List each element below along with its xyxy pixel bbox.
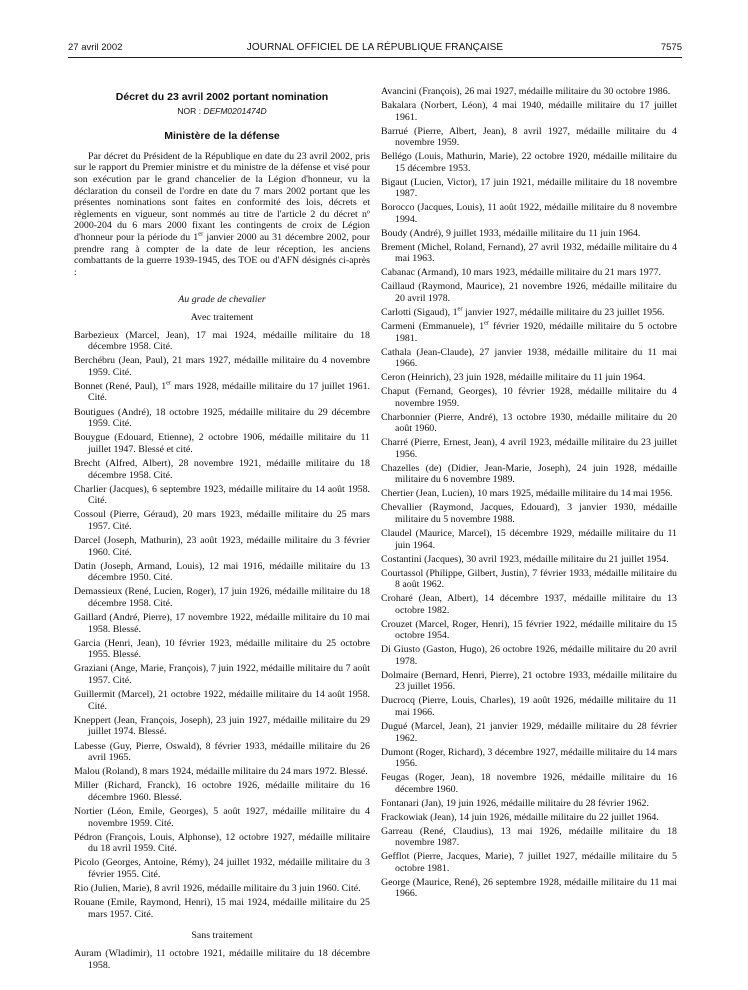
decret-title: Décret du 23 avril 2002 portant nomination — [115, 91, 329, 103]
sans-traitement-list — [74, 948, 370, 971]
nomination-entry: Boudy (André), 9 juillet 1933, médaille militaire du 11 juin 1964. — [381, 227, 641, 239]
nomination-entry: Feugas (Roger, Jean), 18 novembre 1926, médaille militaire du 16 décembre 1960. — [381, 772, 677, 795]
nomination-entry: Crouzet (Marcel, Roger, Henri), 15 février 1922, médaille militaire du 15 octobre 1954. — [381, 618, 677, 642]
nomination-entry: Ceron (Heinrich), 23 juin 1928, médaille militaire du 11 juin 1964. — [381, 372, 646, 384]
nomination-entry: Chazelles (de) (Didier, Jean-Marie, Joseph), 24 juin 1928, médaille militaire du 6 novembre 1989. — [381, 462, 677, 486]
right-column — [381, 86, 677, 902]
nomination-entry: Cossoul (Pierre, Géraud), 20 mars 1923, médaille militaire du 25 mars 1957. Cité. — [74, 509, 370, 532]
nomination-entry: Chevallier (Raymond, Jacques, Edouard), 3 janvier 1930, médaille militaire du 5 novembre 1988. — [381, 502, 677, 526]
nomination-entry: Rouane (Emile, Raymond, Henri), 15 mai 1924, médaille militaire du 25 mars 1957. Cité. — [74, 897, 370, 920]
nomination-entry: Rio (Julien, Marie), 8 avril 1926, médaille militaire du 3 juin 1960. Cité. — [74, 883, 361, 895]
nomination-entry: Pédron (François, Louis, Alphonse), 12 octobre 1927, médaille militaire du 18 avril 1959. Cité. — [74, 831, 370, 855]
nomination-entry: Garreau (René, Claudius), 13 mai 1926, médaille militaire du 18 novembre 1987. — [381, 825, 677, 849]
nomination-entry: Cabanac (Armand), 10 mars 1923, médaille militaire du 21 mars 1977. — [381, 267, 661, 279]
nomination-entry: Charbonnier (Pierre, André), 13 octobre 1930, médaille militaire du 20 août 1960. — [381, 411, 677, 435]
nomination-entry: Guillermit (Marcel), 21 octobre 1922, médaille militaire du 14 août 1958. Cité. — [74, 689, 370, 712]
left-column — [74, 86, 370, 974]
nomination-entry: Carlotti (Sigaud), 1er janvier 1927, médaille militaire du 23 juillet 1956. — [381, 305, 665, 318]
nor-code: DEFM0201474D — [203, 105, 267, 116]
nomination-entry: Dugué (Marcel, Jean), 21 janvier 1929, médaille militaire du 28 février 1962. — [381, 721, 677, 744]
nomination-entry: Boutigues (André), 18 octobre 1925, médaille militaire du 29 décembre 1959. Cité. — [74, 406, 370, 430]
nomination-entry: Gaillard (André, Pierre), 17 novembre 1922, médaille militaire du 10 mai 1958. Blessé. — [74, 612, 370, 635]
page-number: 7575 — [660, 42, 682, 53]
nomination-entry: Borocco (Jacques, Louis), 11 août 1922, médaille militaire du 8 novembre 1994. — [381, 202, 677, 225]
nomination-entry: Frackowiak (Jean), 14 juin 1926, médaille militaire du 22 juillet 1964. — [381, 811, 659, 823]
decret-preamble: Par décret du Président de la République en date du 23 avril 2002, pris sur le rapport du Premier ministre et du ministre de la défense et visé pour son exécution par le grand chancelier de la Légion d'honneur, vu la déclaration du conseil de l'ordre en date du 7 mars 2002 portant que les présentes nominations sont faites en conformité des lois, décrets et règlements en vigueur, sont nommés au titre de l'article 2 du décret nº 2000-204 du 6 mars 2000 fixant les contingents de croix de Légion d'honneur pour la période du 1er janvier 2000 au 31 décembre 2002, pour prendre rang à compter de la date de leur réception, les anciens combattants de la guerre 1939-1945, des TOE ou d'AFN désignés ci-après : — [74, 150, 370, 278]
nomination-entry: Charlier (Jacques), 6 septembre 1923, médaille militaire du 14 août 1958. Cité. — [74, 483, 370, 507]
nomination-entry: Charré (Pierre, Ernest, Jean), 4 avril 1923, médaille militaire du 23 juillet 1956. — [381, 437, 677, 460]
sans-traitement-heading: Sans traitement — [191, 930, 253, 942]
nomination-entry: Bakalara (Norbert, Léon), 4 mai 1940, médaille militaire du 17 juillet 1961. — [381, 99, 677, 123]
nomination-entry: Dolmaire (Bernard, Henri, Pierre), 21 octobre 1933, médaille militaire du 23 juillet 1956. — [381, 669, 677, 693]
nomination-entry: Bigaut (Lucien, Victor), 17 juin 1921, médaille militaire du 18 novembre 1987. — [381, 176, 677, 200]
nomination-entry: Datin (Joseph, Armand, Louis), 12 mai 1916, médaille militaire du 13 décembre 1950. Cité. — [74, 560, 370, 584]
header-rule — [68, 57, 682, 58]
grade-heading: Au grade de chevalier — [178, 294, 266, 306]
nomination-entry: Dumont (Roger, Richard), 3 décembre 1927, médaille militaire du 14 mars 1956. — [381, 746, 677, 770]
nomination-entry: Labesse (Guy, Pierre, Oswald), 8 février 1933, médaille militaire du 26 avril 1965. — [74, 740, 370, 764]
nomination-entry: Garcia (Henri, Jean), 10 février 1923, médaille militaire du 25 octobre 1955. Blessé. — [74, 637, 370, 661]
nomination-entry: Gefflot (Pierre, Jacques, Marie), 7 juillet 1927, médaille militaire du 5 octobre 1981. — [381, 851, 677, 874]
nomination-entry: George (Maurice, René), 26 septembre 1928, médaille militaire du 11 mai 1966. — [381, 876, 677, 900]
journal-title: JOURNAL OFFICIEL DE LA RÉPUBLIQUE FRANÇAISE — [246, 42, 504, 53]
nomination-entry: Nortier (Léon, Emile, Georges), 5 août 1927, médaille militaire du 4 novembre 1959. Cité. — [74, 805, 370, 829]
nomination-entry: Courtassol (Philippe, Gilbert, Justin), 7 février 1933, médaille militaire du 8 août 1962. — [381, 567, 677, 591]
nor-reference — [74, 106, 370, 118]
page-header — [68, 42, 682, 56]
nomination-entry: Brement (Michel, Roland, Fernand), 27 avril 1932, médaille militaire du 4 mai 1963. — [381, 241, 677, 265]
nomination-entry: Kneppert (Jean, François, Joseph), 23 juin 1927, médaille militaire du 29 juillet 1974. Blessé. — [74, 714, 370, 738]
nomination-entry: Carmeni (Emmanuele), 1er février 1920, médaille militaire du 5 octobre 1981. — [381, 319, 677, 344]
nomination-entry: Barbezieux (Marcel, Jean), 17 mai 1924, médaille militaire du 18 décembre 1958. Cité. — [74, 329, 370, 353]
nomination-entry: Darcel (Joseph, Mathurin), 23 août 1923, médaille militaire du 3 février 1960. Cité. — [74, 535, 370, 558]
sans-traitement-list-continued — [381, 86, 677, 900]
nomination-entry: Avancini (François), 26 mai 1927, médaille militaire du 30 octobre 1986. — [381, 86, 671, 97]
nomination-entry: Malou (Roland), 8 mars 1924, médaille militaire du 24 mars 1972. Blessé. — [74, 766, 368, 778]
nomination-entry: Brecht (Alfred, Albert), 28 novembre 1921, médaille militaire du 18 décembre 1958. Cité. — [74, 457, 370, 481]
nomination-entry: Barrué (Pierre, Albert, Jean), 8 avril 1927, médaille militaire du 4 novembre 1959. — [381, 125, 677, 149]
nomination-entry: Chertier (Jean, Lucien), 10 mars 1925, médaille militaire du 14 mai 1956. — [381, 488, 673, 500]
nomination-entry: Caillaud (Raymond, Maurice), 21 novembre 1926, médaille militaire du 20 avril 1978. — [381, 281, 677, 305]
avec-traitement-heading: Avec traitement — [190, 311, 254, 323]
nomination-entry: Auram (Wladimir), 11 octobre 1921, médaille militaire du 18 décembre 1958. — [74, 947, 370, 971]
nomination-entry: Bonnet (René, Paul), 1er mars 1928, médaille militaire du 17 juillet 1961. Cité. — [74, 379, 371, 404]
nomination-entry: Ducrocq (Pierre, Louis, Charles), 19 août 1926, médaille militaire du 11 mai 1966. — [381, 695, 677, 719]
nomination-entry: Di Giusto (Gaston, Hugo), 26 octobre 1926, médaille militaire du 20 avril 1978. — [381, 644, 677, 667]
nomination-entry: Bouygue (Edouard, Etienne), 2 octobre 1906, médaille militaire du 11 juillet 1947. Blessé et cité. — [74, 432, 370, 455]
nor-label: NOR : — [177, 105, 204, 116]
nomination-entry: Demassieux (René, Lucien, Roger), 17 juin 1926, médaille militaire du 18 décembre 1958. Cité. — [74, 586, 370, 609]
nomination-entry: Costantini (Jacques), 30 avril 1923, médaille militaire du 21 juillet 1954. — [381, 553, 669, 565]
nomination-entry: Cathala (Jean-Claude), 27 janvier 1938, médaille militaire du 11 mai 1966. — [381, 346, 677, 370]
nomination-entry: Croharé (Jean, Albert), 14 décembre 1937, médaille militaire du 13 octobre 1982. — [381, 593, 677, 616]
nomination-entry: Miller (Richard, Franck), 16 octobre 1926, médaille militaire du 16 décembre 1960. Blessé. — [74, 780, 370, 803]
nomination-entry: Chaput (Fernand, Georges), 10 février 1928, médaille militaire du 4 novembre 1959. — [381, 386, 677, 409]
nomination-entry: Bellégo (Louis, Mathurin, Marie), 22 octobre 1920, médaille militaire du 15 décembre 1953. — [381, 151, 677, 174]
ministere-heading: Ministère de la défense — [164, 130, 280, 143]
avec-traitement-list — [74, 330, 370, 921]
nomination-entry: Picolo (Georges, Antoine, Rémy), 24 juillet 1932, médaille militaire du 3 février 1955. Cité. — [74, 857, 370, 880]
nomination-entry: Claudel (Maurice, Marcel), 15 décembre 1929, médaille militaire du 11 juin 1964. — [381, 528, 677, 551]
nomination-entry: Graziani (Ange, Marie, François), 7 juin 1922, médaille militaire du 7 août 1957. Cité. — [74, 663, 370, 687]
nomination-entry: Fontanari (Jan), 19 juin 1926, médaille militaire du 28 février 1962. — [381, 797, 649, 809]
nomination-entry: Berchébru (Jean, Paul), 21 mars 1927, médaille militaire du 4 novembre 1959. Cité. — [74, 355, 370, 378]
header-date: 27 avril 2002 — [68, 42, 123, 53]
